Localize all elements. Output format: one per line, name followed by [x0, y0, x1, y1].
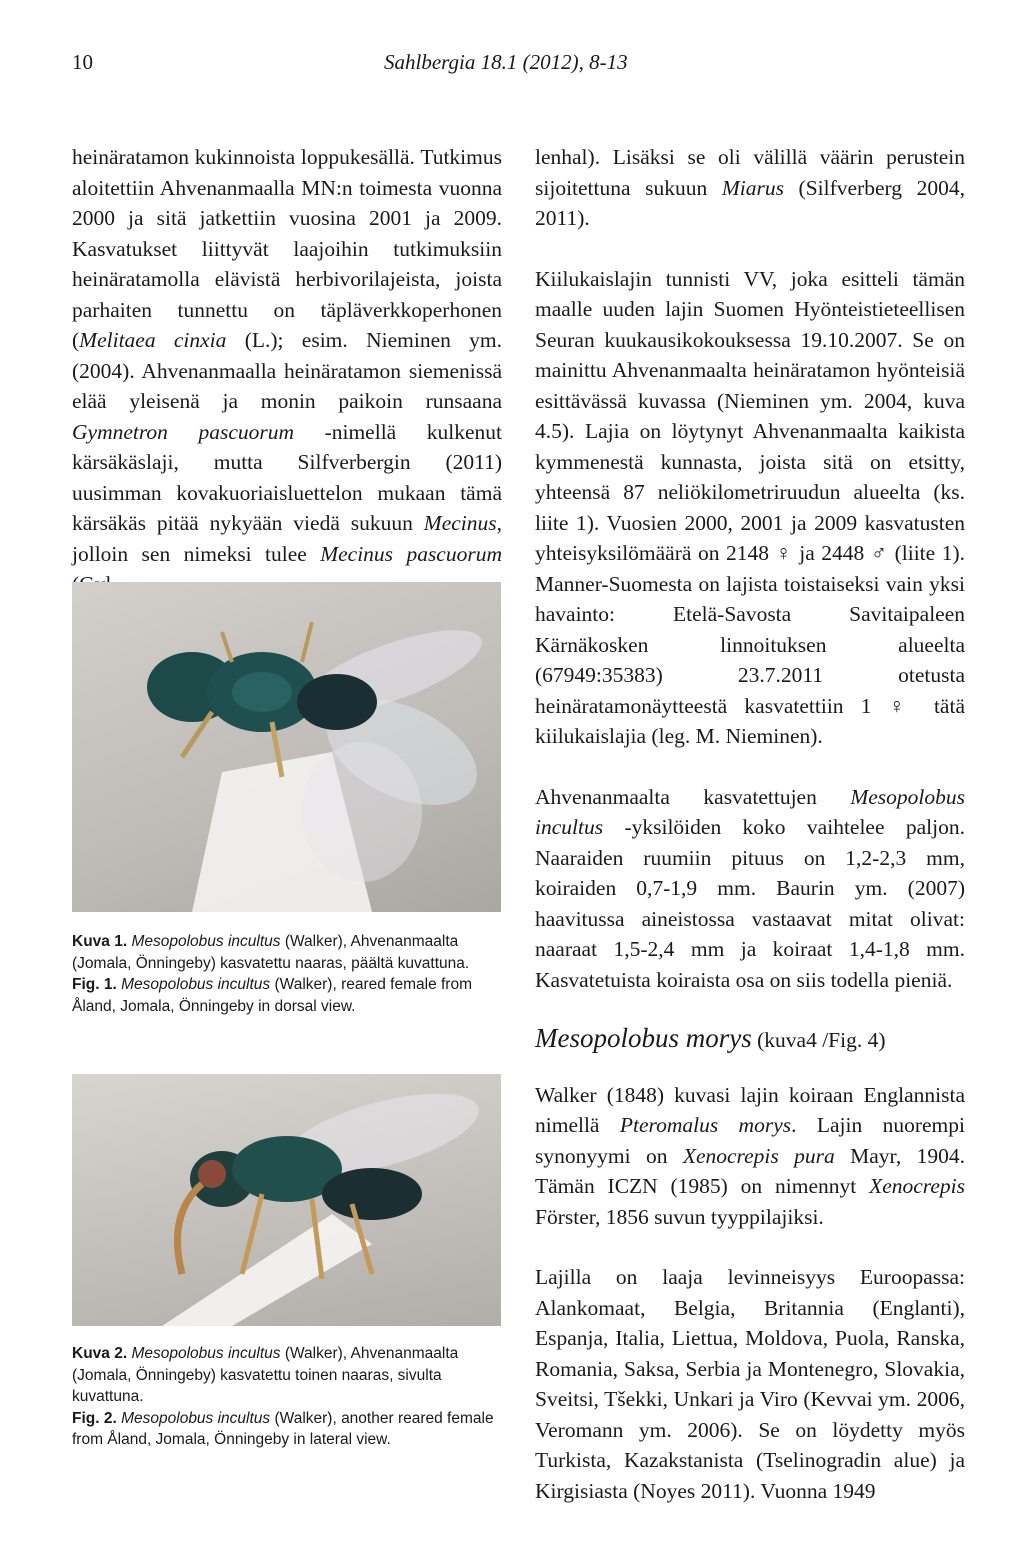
wasp-lateral-illustration — [72, 1074, 501, 1326]
figure-1-caption: Kuva 1. Mesopolobus incultus (Walker), Ahvenanmaalta (Jomala, Önningeby) kasvatettu naaras, päältä kuvattuna. Fig. 1. Mesopolobus incultus (Walker), reared female from Åland, Jomala, Önningeby in dorsal view. — [72, 933, 473, 1015]
figure-1-photo — [72, 582, 501, 912]
figure-2-caption: Kuva 2. Mesopolobus incultus (Walker), Ahvenanmaalta (Jomala, Önningeby) kasvatettu toinen naaras, sivulta kuvattuna. Fig. 2. Mesopolobus incultus (Walker), another reared female from Åland, Jomala, Önningeby in lateral view. — [72, 1345, 494, 1448]
figure-2-photo — [72, 1074, 501, 1326]
species-heading: Mesopolobus morys (kuva4 /Fig. 4) — [535, 1023, 886, 1053]
right-paragraph-5: Lajilla on laaja levinneisyys Euroopassa: Alankomaat, Belgia, Britannia (Englanti), Espanja, Italia, Liettua, Moldova, Puola, Ranska, Romania, Saksa, Serbia ja Montenegro, Slovakia, Sveitsi, Tšekki, Unkari ja Viro (Kevvai ym. 2006, Veromann ym. 2006). Se on löydetty myös Turkista, Kazakstanista (Tselinogradin alue) ja Kirgisiasta (Noyes 2011). Vuonna 1949 — [535, 1265, 965, 1503]
running-title: Sahlbergia 18.1 (2012), 8-13 — [384, 50, 628, 74]
left-paragraph: heinäratamon kukinnoista loppukesällä. Tutkimus aloitettiin Ahvenanmaalla MN:n toimesta vuonna 2000 ja sitä jatkettiin vuosina 2001 ja 2009. Kasvatukset liittyvät laajoihin tutkimuksiin heinäratamolla elävistä herbivorilajeista, joista parhaiten tunnettu on täpläverkkoperhonen (Melitaea cinxia (L.); esim. Nieminen ym. (2004). Ahvenanmaalla heinäratamon siemenissä elää yleisenä ja monin paikoin runsaana Gymnetron pascuorum -nimellä kulkenut kärsäkäslaji, mutta Silfverbergin (2011) uusimman kovakuoriaisluettelon mukaan tämä kärsäkäs pitää nykyään viedä sukuun Mecinus, jolloin sen nimeksi tulee Mecinus pascuorum — [72, 145, 502, 566]
right-column — [535, 142, 965, 1506]
page-number: 10 — [72, 50, 93, 74]
right-paragraph-3: Ahvenanmaalta kasvatettujen Mesopolobus incultus -yksilöiden koko vaihtelee paljon. Naaraiden ruumiin pituus on 1,2-2,3 mm, koiraiden 0,7-1,9 mm. Baurin ym. (2007) haavitussa aineistossa vastaavat mitat olivat: naaraat 1,5-2,4 mm ja koiraat 1,4-1,8 mm. Kasvatetuista koiraista osa on siis todella pieniä. — [535, 784, 965, 992]
page-header — [72, 50, 972, 80]
left-column — [72, 142, 502, 600]
right-paragraph-2: Kiilukaislajin tunnisti VV, joka esitteli tämän maalle uuden lajin Suomen Hyönteistieteellisen Seuran kuukausikokouksessa 19.10.2007. Se on mainittu Ahvenanmaalta heinäratamon hyönteisiä esittävässä kuvassa (Nieminen ym. 2004, kuva 4.5). Lajia on löytynyt Ahvenanmaalta kaikista kymmenestä kunnasta, joista sitä on etsitty, yhteensä 87 neliökilometriruudun alueelta (ks. liite 1). Vuosien 2000, 2001 ja 2009 kasvatusten yhteisyksilömäärä on 2148 ♀ ja 2448 ♂ (liite 1). Manner-Suomesta on lajista toistaiseksi vain yksi havainto: Etelä-Savosta Savitaipaleen Kärnäkosken linnoituksen alueelta (67949:35383) 23.7.2011 otetusta heinäratamonäytteestä kasvatettiin 1 ♀ tätä kiilukaislajia (leg. M. Nieminen). — [535, 266, 965, 748]
right-paragraph-1: lenhal). Lisäksi se oli välillä väärin perustein sijoitettuna sukuun Miarus (Silfverberg 2004, 2011). — [535, 145, 965, 230]
right-paragraph-4: Walker (1848) kuvasi lajin koiraan Englannista nimellä Pteromalus morys. Lajin nuorempi synonyymi on Xenocrepis pura Mayr, 1904. Tämän ICZN (1985) on nimennyt Xenocrepis Förster, 1856 suvun tyyppilajiksi. — [535, 1082, 966, 1229]
wasp-dorsal-illustration — [72, 582, 501, 912]
